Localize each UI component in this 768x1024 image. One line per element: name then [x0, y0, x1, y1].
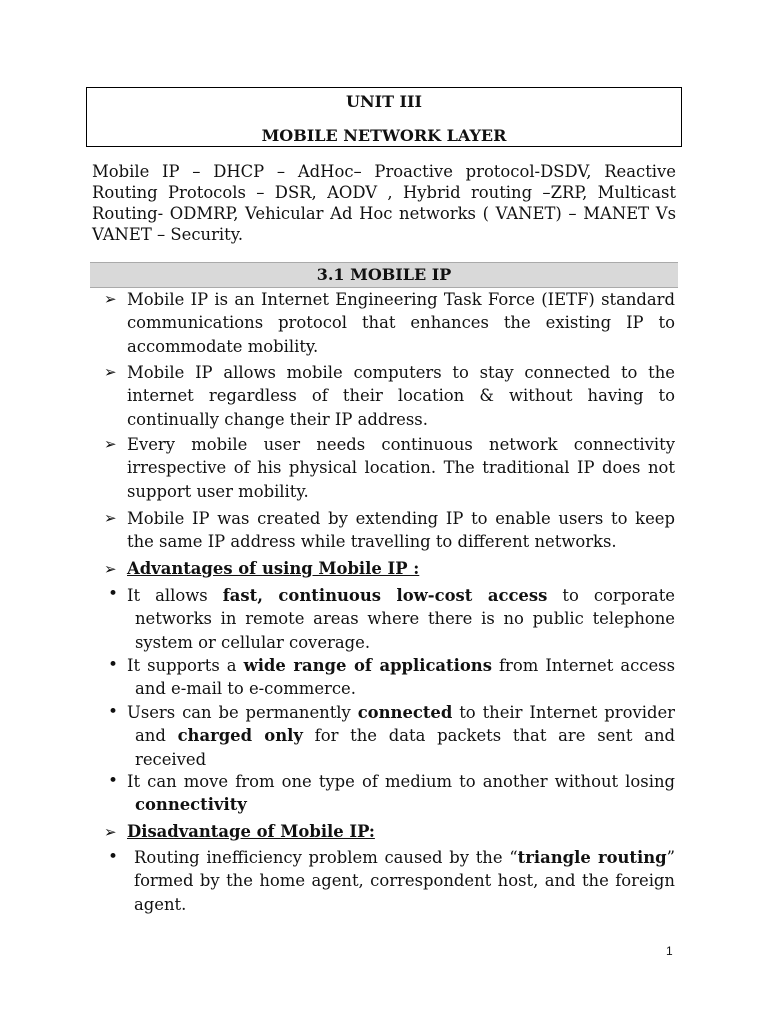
list-item: It allows fast, continuous low-cost access to corporate networks in remote areas where there is no public telephone system or cellular coverage. — [127, 586, 675, 652]
arrow-bullet-icon: ➢ — [104, 435, 117, 453]
list-item: Mobile IP is an Internet Engineering Task Force (IETF) standard communications protocol that enhances the existing IP to accommodate mobility. — [127, 290, 675, 356]
list-item: It can move from one type of medium to another without losing connectivity — [127, 772, 675, 815]
section-heading: 3.1 MOBILE IP — [90, 262, 678, 288]
unit-title: MOBILE NETWORK LAYER — [261, 126, 507, 145]
arrow-bullet-icon: ➢ — [104, 560, 117, 578]
list-item: Users can be permanently connected to their Internet provider and charged only for the data packets that are sent and received — [127, 703, 676, 769]
bullet-icon: • — [108, 655, 119, 675]
unit-title-box — [86, 87, 682, 147]
bullet-icon: • — [108, 771, 119, 791]
bullet-icon: • — [108, 702, 119, 722]
list-item: It supports a wide range of applications from Internet access and e-mail to e-commerce. — [127, 656, 676, 699]
advantages-heading: Advantages of using Mobile IP : — [127, 559, 420, 578]
disadvantages-heading: Disadvantage of Mobile IP: — [127, 822, 375, 841]
list-item: Mobile IP was created by extending IP to enable users to keep the same IP address while travelling to different networks. — [127, 509, 675, 552]
list-item: Every mobile user needs continuous network connectivity irrespective of his physical location. The traditional IP does not support user mobility. — [127, 435, 675, 501]
list-item: Routing inefficiency problem caused by the “triangle routing” formed by the home agent, correspondent host, and the foreign agent. — [134, 848, 675, 914]
unit-number: UNIT III — [346, 92, 422, 111]
arrow-bullet-icon: ➢ — [104, 823, 117, 841]
page-number: 1 — [666, 944, 673, 958]
list-item: Mobile IP allows mobile computers to stay connected to the internet regardless of their location & without having to continually change their IP address. — [127, 363, 675, 429]
bullet-icon: • — [108, 847, 119, 867]
arrow-bullet-icon: ➢ — [104, 363, 117, 381]
syllabus-paragraph: Mobile IP – DHCP – AdHoc– Proactive protocol-DSDV, Reactive Routing Protocols – DSR, AODV , Hybrid routing –ZRP, Multicast Routing- ODMRP, Vehicular Ad Hoc networks ( VANET) – MANET Vs VANET – Security. — [92, 162, 676, 244]
bullet-icon: • — [108, 584, 119, 604]
arrow-bullet-icon: ➢ — [104, 290, 117, 308]
arrow-bullet-icon: ➢ — [104, 509, 117, 527]
